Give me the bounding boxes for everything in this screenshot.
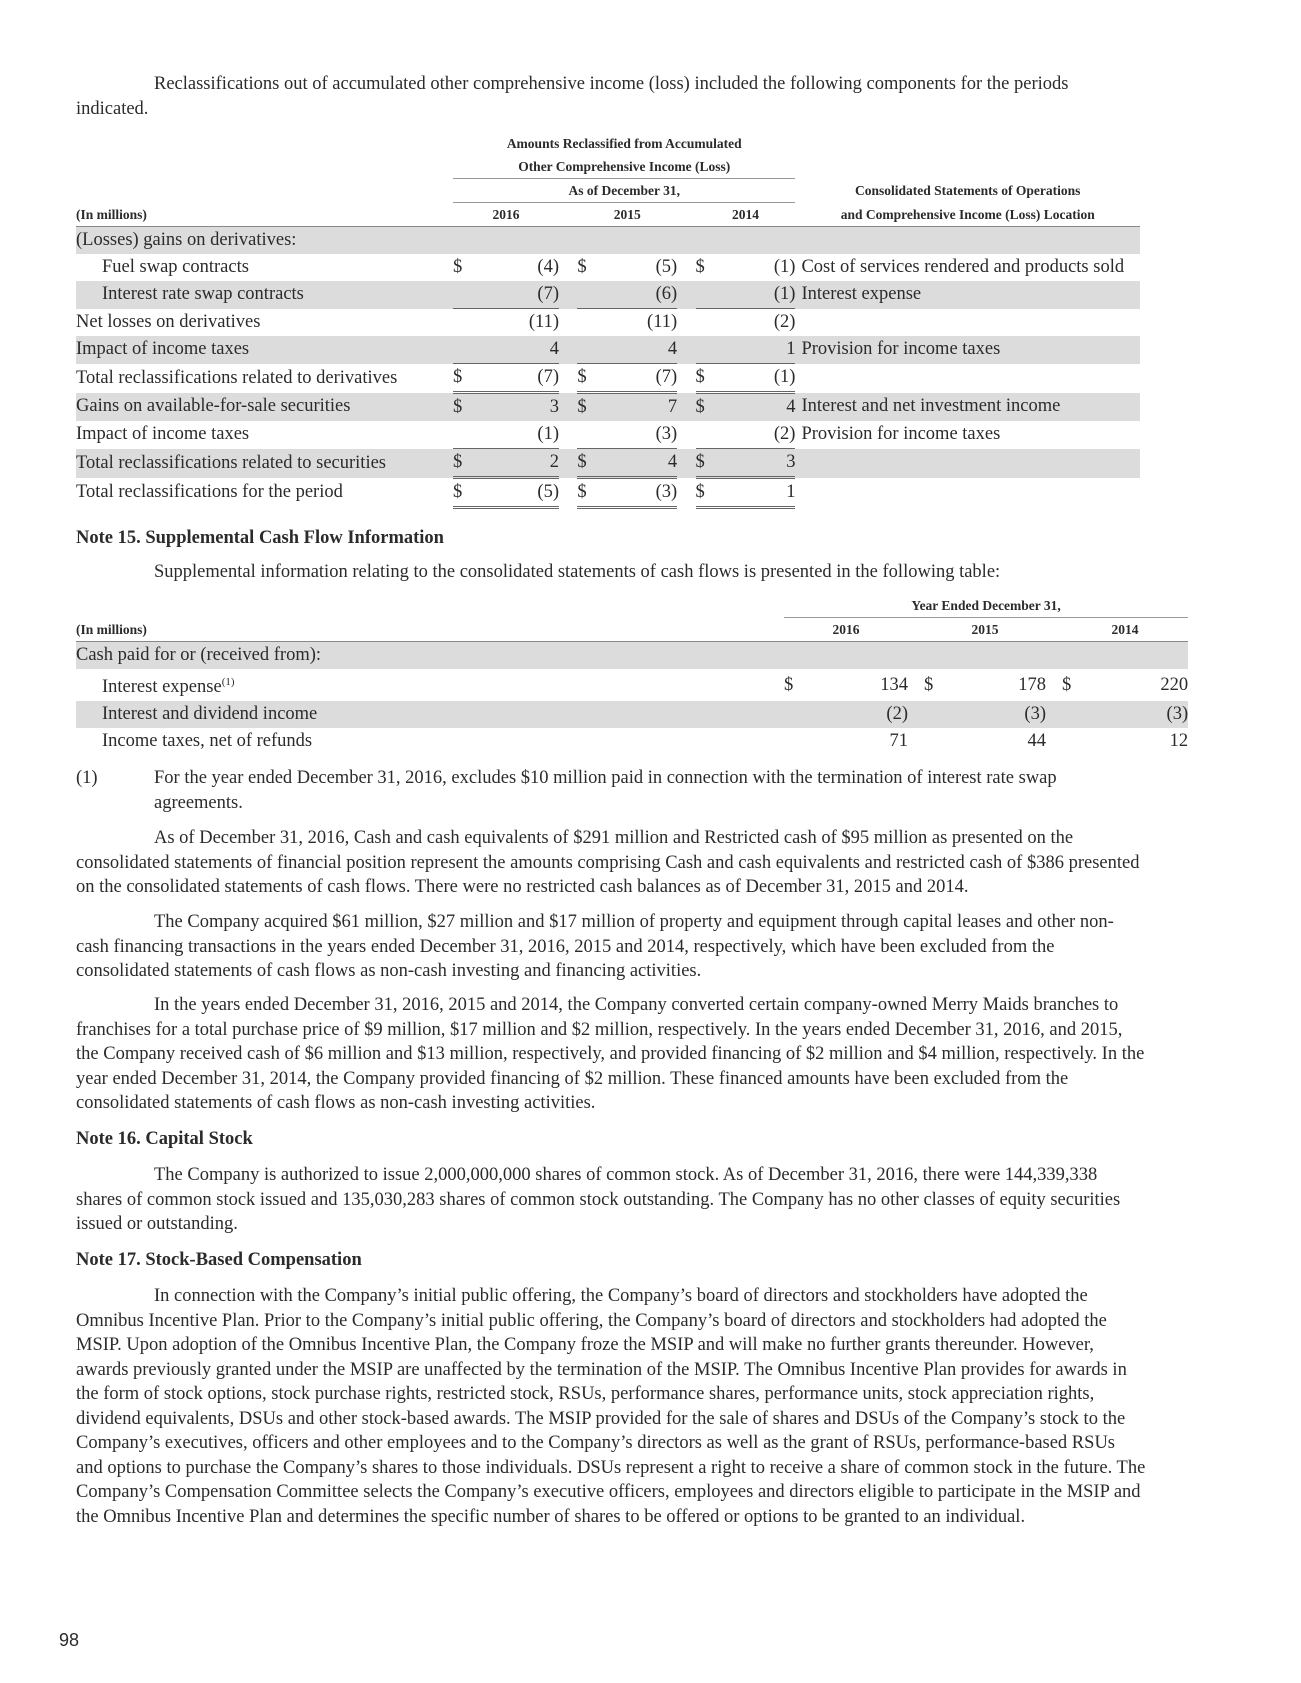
cell-value: (3) (590, 421, 678, 449)
location-header-line1: Consolidated Statements of Operations (855, 183, 1081, 198)
note16-title: Note 16. Capital Stock (76, 1129, 253, 1149)
table-row (76, 227, 1140, 255)
unit-label: (In millions) (76, 203, 453, 227)
table-row (76, 309, 1140, 337)
group-header-line3: As of December 31, (453, 179, 795, 203)
cell-value: 7 (590, 393, 678, 422)
cell-value: (2) (708, 421, 796, 449)
unit-label: (In millions) (76, 618, 784, 642)
cell-value: (7) (471, 281, 559, 309)
currency-symbol: $ (1062, 674, 1072, 695)
cell-value: 4 (590, 449, 678, 478)
row-label: Total reclassifications for the period (76, 482, 343, 502)
statement-location: Interest and net investment income (795, 393, 1140, 422)
currency-symbol: $ (577, 364, 589, 393)
row-label: Gains on available-for-sale securities (76, 393, 453, 422)
currency-symbol: $ (453, 364, 471, 393)
currency-symbol: $ (924, 674, 934, 695)
cell-value: (7) (471, 364, 559, 393)
currency-symbol: $ (453, 393, 471, 422)
cell-value: (11) (528, 312, 559, 332)
reclassification-table (76, 132, 1140, 509)
cell-value: (2) (806, 701, 908, 728)
statement-location: Provision for income taxes (795, 336, 1140, 364)
currency-symbol: $ (696, 364, 708, 393)
table-row (76, 364, 1140, 393)
currency-symbol: $ (453, 449, 471, 478)
currency-symbol: $ (696, 478, 708, 508)
cell-value: (3) (946, 701, 1046, 728)
footnote (76, 766, 1146, 815)
row-label: Fuel swap contracts (102, 257, 249, 277)
currency-symbol: $ (577, 449, 589, 478)
cell-value: (1) (708, 281, 796, 309)
table-row (76, 254, 1140, 281)
currency-symbol: $ (696, 393, 708, 422)
cell-value: 4 (471, 336, 559, 364)
cell-value: (5) (655, 257, 678, 277)
cell-value: (1) (708, 364, 796, 393)
table-row (76, 336, 1140, 364)
footnote-text: For the year ended December 31, 2016, excludes $10 million paid in connection with the termination of interest rate swap agreements. (154, 768, 1057, 813)
currency-symbol: $ (695, 257, 705, 277)
currency-symbol: $ (453, 257, 463, 277)
year-header: 2014 (1062, 618, 1188, 642)
currency-symbol: $ (577, 257, 587, 277)
row-label: Interest rate swap contracts (76, 281, 453, 309)
currency-symbol: $ (577, 393, 589, 422)
year-header: 2016 (453, 203, 559, 227)
cell-value: 1 (708, 336, 796, 364)
table-row (76, 421, 1140, 449)
note15-paragraph: The Company acquired $61 million, $27 million and $17 million of property and equipment through capital leases and other non-cash financing transactions in the years ended December 31, 2016, 2015 and 2014, respectively, which have been excluded from the consolidated statements of cash flows as non-cash investing and financing activities. (76, 912, 1114, 981)
cell-value: (1) (471, 421, 559, 449)
cell-value: 4 (708, 393, 796, 422)
cash-flow-table (76, 594, 1189, 755)
note17-paragraph: In connection with the Company’s initial public offering, the Company’s board of directors and stockholders have adopted the Omnibus Incentive Plan. Prior to the Company’s initial public offering, the Company’s board of directors and stockholders had adopted the MSIP. Upon adoption of the Omnibus Incentive Plan, the Company froze the MSIP and will make no further grants thereunder. However, awards previously granted under the MSIP are unaffected by the termination of the MSIP. The Omnibus Incentive Plan provides for awards in the form of stock options, stock purchase rights, restricted stock, RSUs, performance shares, performance units, stock appreciation rights, dividend equivalents, DSUs and other stock-based awards. The MSIP provided for the sale of shares and DSUs of the Company’s stock to the Company’s executives, officers and other employees and to the Company’s directors as well as the grant of RSUs, performance-based RSUs and options to purchase the Company’s shares to those individuals. DSUs represent a right to receive a share of common stock in the future. The Company’s Compensation Committee selects the Company’s executive officers, employees and directors eligible to participate in the MSIP and the Omnibus Incentive Plan and determines the specific number of shares to be offered or options to be granted to an individual. (76, 1286, 1146, 1527)
cell-value: 134 (880, 674, 908, 695)
table-row (76, 449, 1140, 478)
statement-location: Cost of services rendered and products sold (801, 257, 1125, 277)
row-label: Income taxes, net of refunds (102, 731, 313, 752)
table-row (76, 642, 1188, 670)
note16-paragraph: The Company is authorized to issue 2,000,000,000 shares of common stock. As of December 31, 2016, there were 144,339,338 shares of common stock issued and 135,030,283 shares of common stock outstanding. The Company has no other classes of equity securities issued or outstanding. (76, 1165, 1121, 1234)
group-header-line2: Other Comprehensive Income (Loss) (453, 155, 795, 179)
year-header: 2016 (784, 618, 908, 642)
cell-value: 1 (708, 478, 796, 508)
currency-symbol: $ (784, 674, 794, 695)
reclassification-intro: Reclassifications out of accumulated other comprehensive income (loss) included the following components for the periods indicated. (76, 74, 1069, 119)
row-label: Impact of income taxes (76, 336, 453, 364)
statement-location: Provision for income taxes (801, 424, 1001, 445)
row-label: Impact of income taxes (76, 424, 250, 445)
note15-paragraph: As of December 31, 2016, Cash and cash equivalents of $291 million and Restricted cash of $95 million as presented on the consolidated statements of financial position represent the amounts comprising Cash and cash equivalents and restricted cash of $386 presented on the consolidated statements of cash flows. There were no restricted cash balances as of December 31, 2015 and 2014. (76, 828, 1140, 897)
row-label: Cash paid for or (received from): (76, 642, 784, 670)
year-group-header: Year Ended December 31, (784, 594, 1188, 618)
cell-value: 12 (1169, 731, 1189, 752)
cell-value: (2) (773, 312, 796, 332)
cell-value: (3) (590, 478, 678, 508)
cell-value: (6) (590, 281, 678, 309)
cell-value: 4 (590, 336, 678, 364)
cell-value: (3) (1084, 701, 1188, 728)
page-number: 98 (59, 1630, 80, 1650)
footnote-ref: (1) (221, 676, 235, 688)
row-label: Interest and dividend income (76, 701, 784, 728)
table-row (76, 281, 1140, 309)
cell-value: (5) (471, 478, 559, 508)
cell-value: (1) (773, 257, 796, 277)
currency-symbol: $ (696, 449, 708, 478)
year-header: 2014 (696, 203, 796, 227)
note15-intro: Supplemental information relating to the consolidated statements of cash flows is presented in the following table: (154, 562, 1001, 582)
row-label: Net losses on derivatives (76, 311, 261, 332)
cell-value: (7) (590, 364, 678, 393)
footnote-mark: (1) (76, 768, 98, 788)
year-header: 2015 (924, 618, 1046, 642)
group-header-line1: Amounts Reclassified from Accumulated (506, 136, 742, 151)
table-row (76, 728, 1188, 755)
cell-value: 44 (1027, 731, 1046, 752)
cell-value: 220 (1160, 674, 1189, 695)
location-header-line2: and Comprehensive Income (Loss) Location (795, 203, 1140, 227)
cell-value: 2 (471, 449, 559, 478)
row-label: Total reclassifications related to securities (76, 449, 453, 478)
note15-title: Note 15. Supplemental Cash Flow Information (76, 528, 444, 548)
year-header: 2015 (577, 203, 677, 227)
note17-title: Note 17. Stock-Based Compensation (76, 1250, 362, 1270)
row-label: Total reclassifications related to derivatives (76, 367, 398, 388)
cell-value: 3 (708, 449, 796, 478)
cell-value: (11) (647, 312, 678, 332)
cell-value: 178 (1018, 674, 1046, 695)
table-row (76, 478, 1140, 508)
note15-paragraph: In the years ended December 31, 2016, 2015 and 2014, the Company converted certain company-owned Merry Maids branches to franchises for a total purchase price of $9 million, $17 million and $2 million, respectively. In the years ended December 31, 2016, and 2015, the Company received cash of $6 million and $13 million, respectively, and provided financing of $2 million and $4 million, respectively. In the year ended December 31, 2014, the Company provided financing of $2 million. These financed amounts have been excluded from the consolidated statements of cash flows as non-cash investing activities. (76, 995, 1145, 1113)
row-label-text: Interest expense (102, 677, 222, 698)
row-label: (Losses) gains on derivatives: (76, 227, 453, 255)
table-row (76, 701, 1188, 728)
cell-value: 3 (471, 393, 559, 422)
table-row (76, 393, 1140, 422)
row-label (76, 669, 784, 701)
currency-symbol: $ (577, 478, 589, 508)
statement-location: Interest expense (795, 281, 1140, 309)
table-row (76, 669, 1188, 701)
cell-value: (4) (537, 257, 559, 277)
currency-symbol: $ (453, 478, 471, 508)
cell-value: 71 (889, 731, 908, 752)
